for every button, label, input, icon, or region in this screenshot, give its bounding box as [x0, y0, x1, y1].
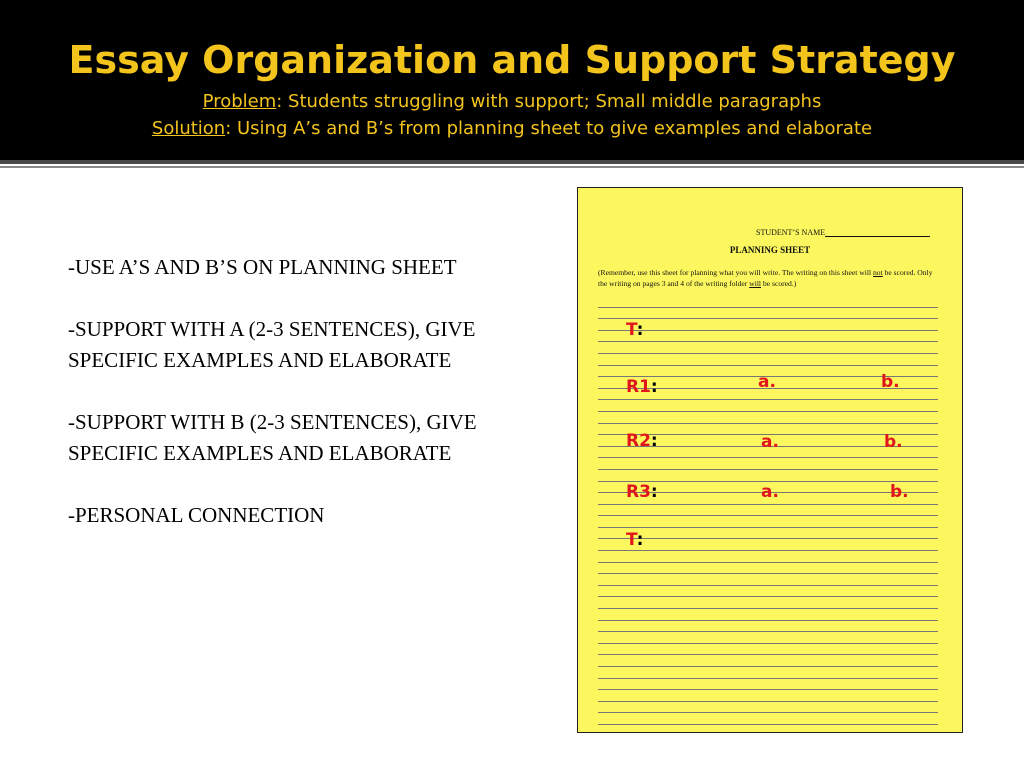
header-divider-thin: [0, 166, 1024, 168]
label-r1-a: a.: [758, 372, 776, 392]
problem-text: : Students struggling with support; Small middle paragraphs: [276, 91, 822, 112]
problem-line: [0, 90, 1024, 114]
planning-sheet-image: [577, 187, 963, 733]
problem-label: Problem: [202, 91, 277, 112]
student-name-blank: [825, 228, 930, 237]
planning-sheet-note: (Remember, use this sheet for planning what you will write. The writing on this sheet will not be scored. Only the writing on pages 3 and 4 of the writing folder will be scored.): [598, 268, 933, 288]
label-r1: R1:: [626, 377, 658, 397]
label-r2-b: b.: [884, 432, 903, 452]
student-name-label: STUDENT’S NAME: [756, 228, 826, 237]
student-name-field: [756, 228, 930, 237]
slide-title: Essay Organization and Support Strategy: [68, 38, 956, 82]
label-r3-b: b.: [890, 482, 909, 502]
label-r1-b: b.: [881, 372, 900, 392]
note-will: will: [749, 279, 762, 288]
bullet-item: -PERSONAL CONNECTION: [68, 503, 325, 527]
bullet-item: -SUPPORT WITH A (2-3 SENTENCES), GIVE SPECIFIC EXAMPLES AND ELABORATE: [68, 317, 476, 372]
solution-label: Solution: [151, 118, 226, 139]
label-r2: R2:: [626, 431, 658, 451]
planning-sheet-heading: PLANNING SHEET: [729, 245, 811, 255]
label-t-conclusion: T:: [626, 530, 644, 550]
label-r2-a: a.: [761, 432, 779, 452]
bullet-list: [68, 252, 488, 562]
ruled-lines: [598, 296, 938, 733]
bullet-item: -SUPPORT WITH B (2-3 SENTENCES), GIVE SPECIFIC EXAMPLES AND ELABORATE: [68, 410, 477, 465]
solution-text: : Using A’s and B’s from planning sheet to give examples and elaborate: [225, 118, 873, 139]
label-t-intro: T:: [626, 320, 644, 340]
bullet-item: -USE A’S AND B’S ON PLANNING SHEET: [68, 255, 457, 279]
note-not: not: [873, 268, 883, 277]
solution-line: [0, 117, 1024, 141]
header-divider: [0, 160, 1024, 164]
label-r3: R3:: [626, 482, 658, 502]
label-r3-a: a.: [761, 482, 779, 502]
